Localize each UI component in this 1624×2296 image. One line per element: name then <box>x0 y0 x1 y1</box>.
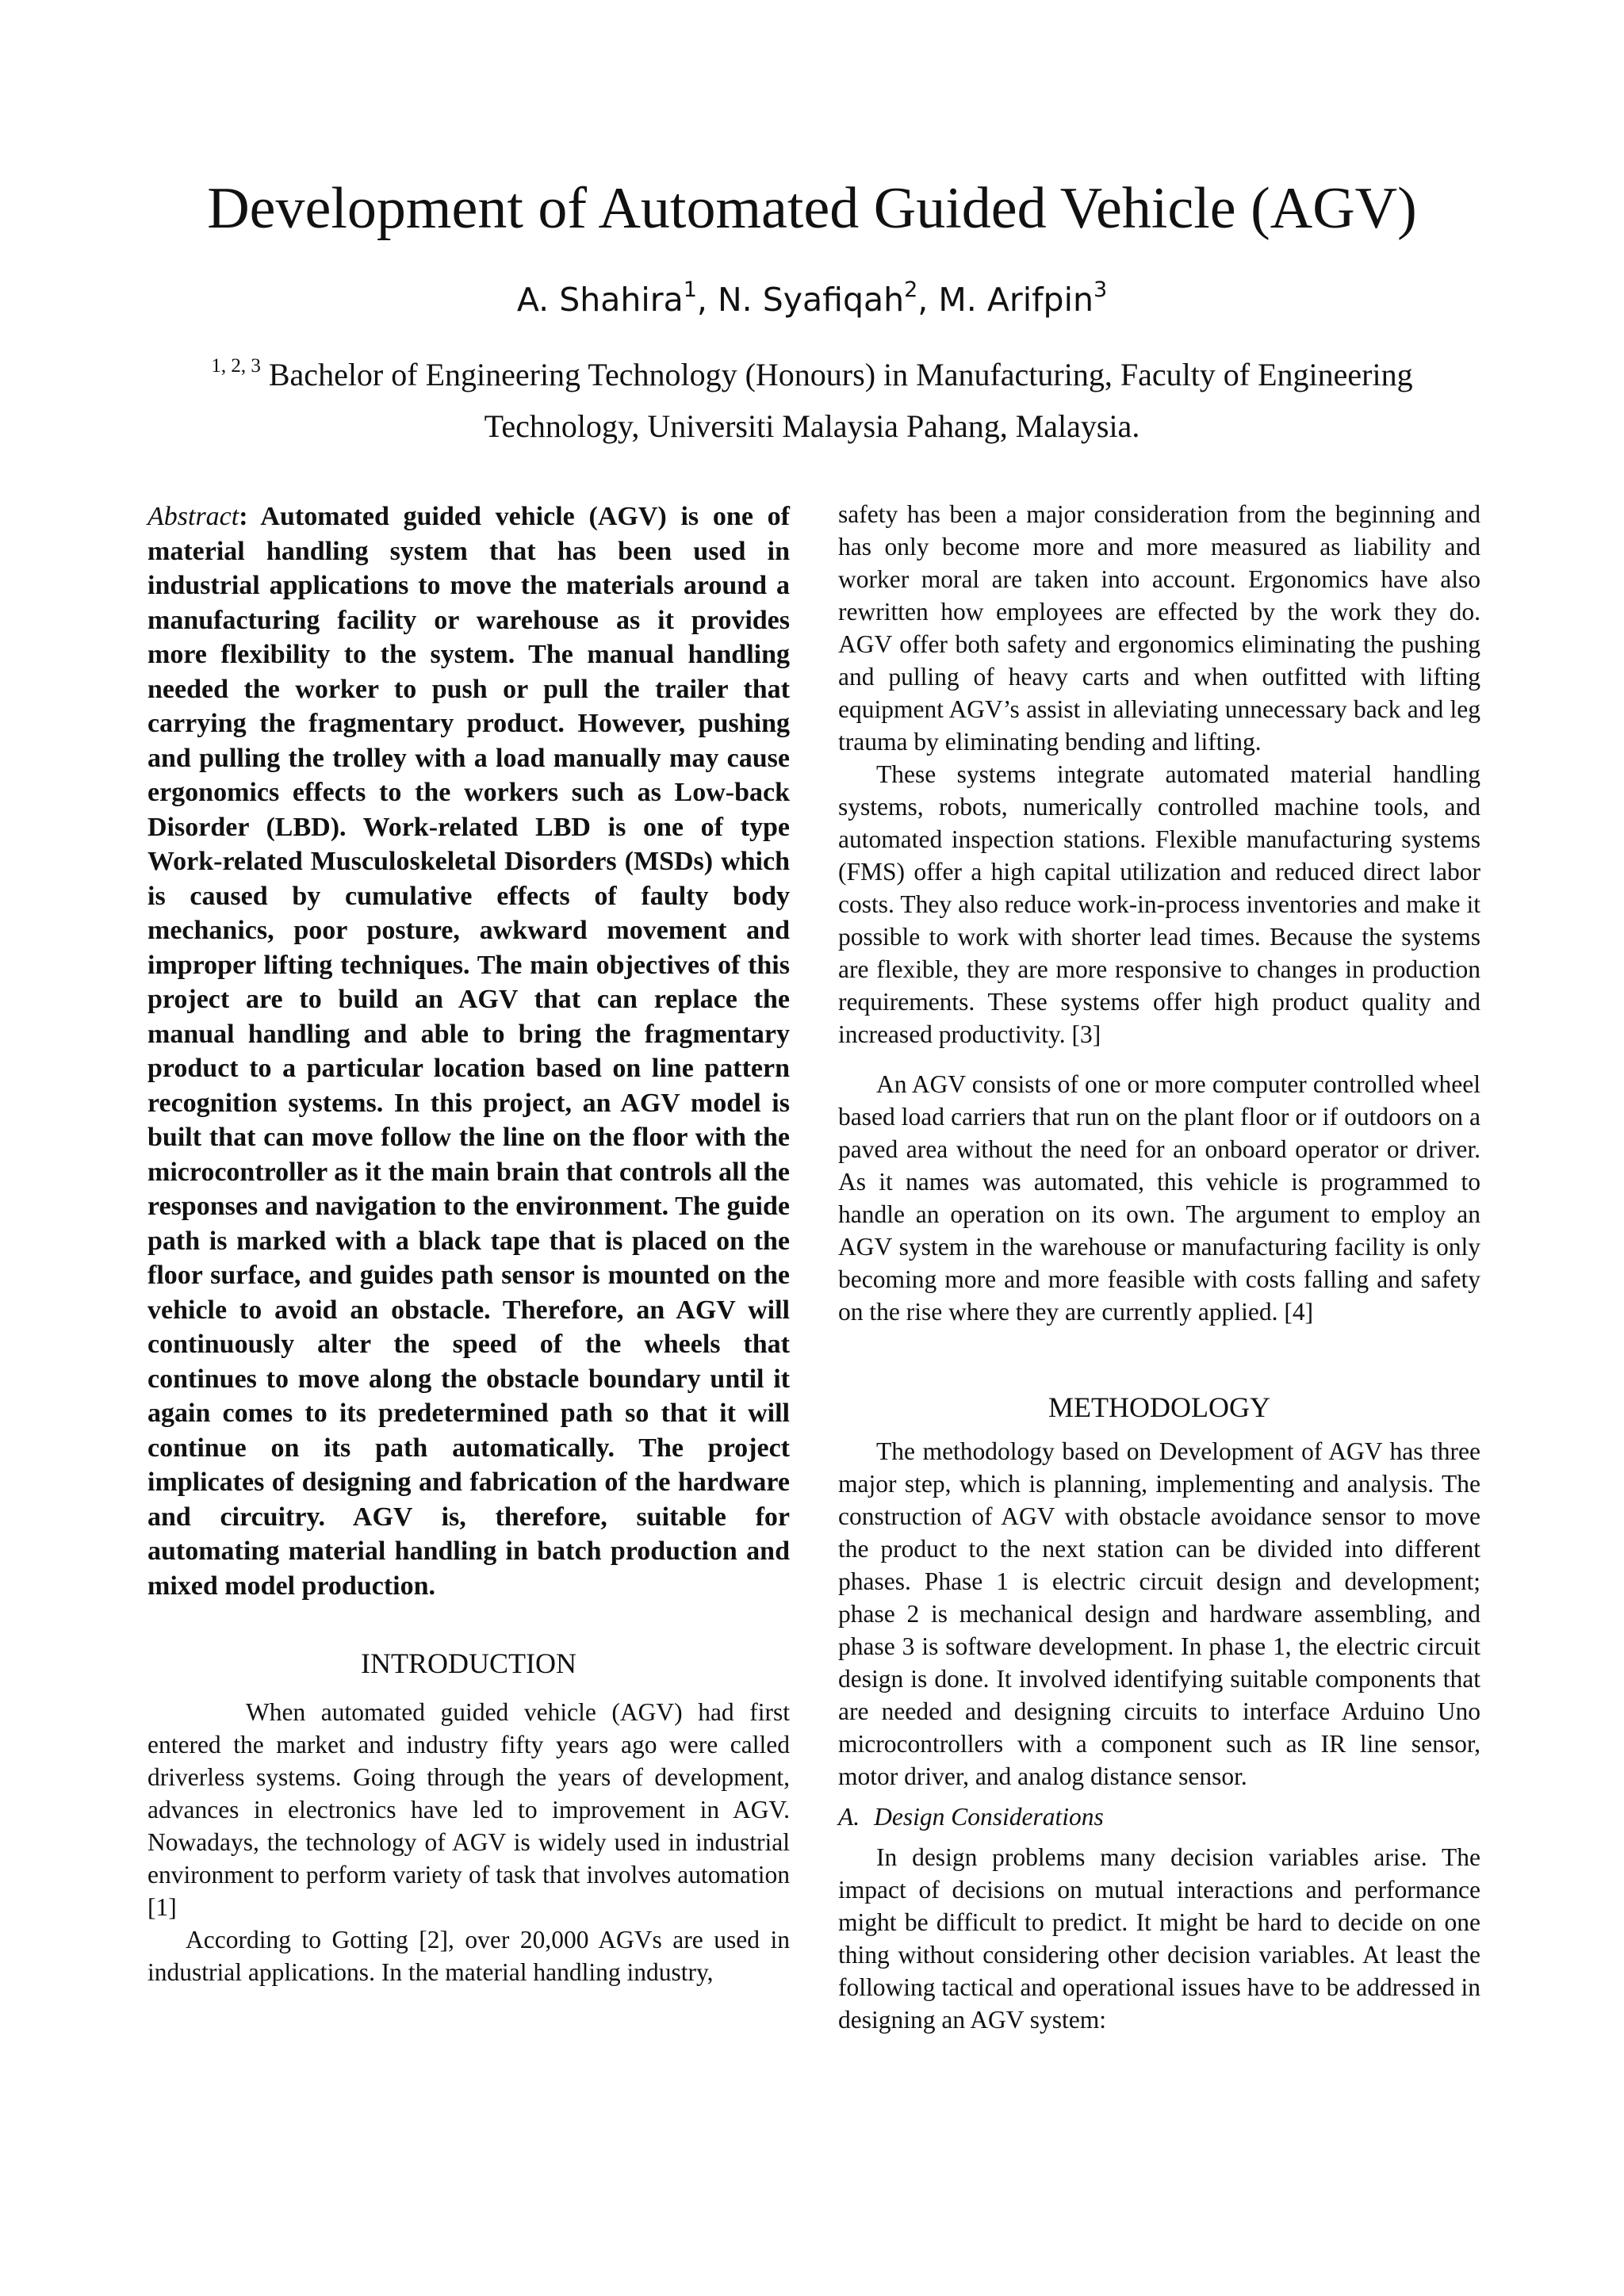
affiliation-line-2: Technology, Universiti Malaysia Pahang, Malaysia. <box>484 408 1140 444</box>
author-superscript: 3 <box>1093 277 1108 302</box>
author-separator: , <box>917 281 939 319</box>
affiliation-superscript: 1, 2, 3 <box>211 355 261 377</box>
author-separator: , <box>696 281 718 319</box>
subsection-number: A. <box>838 1803 860 1831</box>
subsection-title: Design Considerations <box>874 1803 1104 1831</box>
introduction-paragraph: An AGV consists of one or more computer controlled wheel based load carriers that run on the plant floor or if outdoors on a paved area without the need for an onboard operator or driver. As it names was automated, this vehicle is programmed to handle an operation on its own. The argument to employ an AGV system in the warehouse or manufacturing facility is only becoming more and more feasible with costs falling and safety on the rise where they are currently applied. [4] <box>838 1070 1480 1326</box>
abstract-label: Abstract <box>147 502 239 531</box>
methodology-paragraph: The methodology based on Development of AGV has three major step, which is planning, implementing and analysis. The construction of AGV with obstacle avoidance sensor to move the product to the next station can be divided into different phases. Phase 1 is electric circuit design and development; phase 2 is mechanical design and hardware assembling, and phase 3 is software development. In phase 1, the electric circuit design is done. It involved identifying suitable components that are needed and designing circuits to interface Arduino Uno microcontrollers with a component such as IR line sensor, motor driver, and analog distance sensor. <box>838 1437 1480 1790</box>
methodology-paragraph: In design problems many decision variables arise. The impact of decisions on mutual interactions and performance might be difficult to predict. It might be hard to decide on one thing without considering other decision variables. At least the following tactical and operational issues have to be addressed in designing an AGV system: <box>838 1843 1480 2034</box>
author-superscript: 1 <box>683 277 697 302</box>
author-name: M. Arifpin <box>938 281 1094 319</box>
affiliation-line-1: Bachelor of Engineering Technology (Honours) in Manufacturing, Faculty of Engineering <box>260 357 1413 392</box>
introduction-paragraph: According to Gotting [2], over 20,000 AGVs are used in industrial applications. In the material handling industry, <box>147 1926 790 1986</box>
author-superscript: 2 <box>904 277 918 302</box>
affiliation <box>143 349 1481 452</box>
author-name: N. Syafiqah <box>718 281 905 319</box>
author-name: A. Shahira <box>516 281 684 319</box>
introduction-paragraph-continued: safety has been a major consideration from the beginning and has only become more and more measured as liability and worker moral are taken into account. Ergonomics have also rewritten how employees are effected by the work they do. AGV offer both safety and ergonomics eliminating the pushing and pulling of heavy carts and when outfitted with lifting equipment AGV’s assist in alleviating unnecessary back and leg trauma by eliminating bending and lifting. <box>838 500 1480 756</box>
paper-title: Development of Automated Guided Vehicle (AGV) <box>207 176 1417 241</box>
left-column <box>147 499 790 1988</box>
abstract <box>147 499 790 1603</box>
methodology-heading: METHODOLOGY <box>1048 1391 1270 1423</box>
author-list <box>0 276 1624 323</box>
introduction-paragraph: When automated guided vehicle (AGV) had first entered the market and industry fifty years ago were called driverless systems. Going through the years of development, advances in electronics have led to improvement in AGV. Nowadays, the technology of AGV is widely used in industrial environment to perform variety of task that involves automation [1] <box>147 1698 790 1921</box>
introduction-heading: INTRODUCTION <box>361 1647 576 1679</box>
introduction-paragraph: These systems integrate automated material handling systems, robots, numerically controlled machine tools, and automated inspection stations. Flexible manufacturing systems (FMS) offer a high capital utilization and reduced direct labor costs. They also reduce work-in-process inventories and make it possible to work with shorter lead times. Because the systems are flexible, they are more responsive to changes in production requirements. These systems offer high product quality and increased productivity. [3] <box>838 760 1480 1048</box>
subsection-heading <box>838 1800 1480 1833</box>
right-column <box>838 498 1480 2036</box>
abstract-text: : Automated guided vehicle (AGV) is one of material handling system that has been used in industrial applications to move the materials around a manufacturing facility or warehouse as it provides more flexibility to the system. The manual handling needed the worker to push or pull the trailer that carrying the fragmentary product. However, pushing and pulling the trolley with a load manually may cause ergonomics effects to the workers such as Low-back Disorder (LBD). Work-related LBD is one of type Work-related Musculoskeletal Disorders (MSDs) which is caused by cumulative effects of faulty body mechanics, poor posture, awkward movement and improper lifting techniques. The main objectives of this project are to build an AGV that can replace the manual handling and able to bring the fragmentary product to a particular location based on line pattern recognition systems. In this project, an AGV model is built that can move follow the line on the floor with the microcontroller as it the main brain that controls all the responses and navigation to the environment. The guide path is marked with a black tape that is placed on the floor surface, and guides path sensor is mounted on the vehicle to avoid an obstacle. Therefore, an AGV will continuously alter the speed of the wheels that continues to move along the obstacle boundary until it again comes to its predetermined path so that it will continue on its path automatically. The project implicates of designing and fabrication of the hardware and circuitry. AGV is, therefore, suitable for automating material handling in batch production and mixed model production. <box>147 502 790 1601</box>
